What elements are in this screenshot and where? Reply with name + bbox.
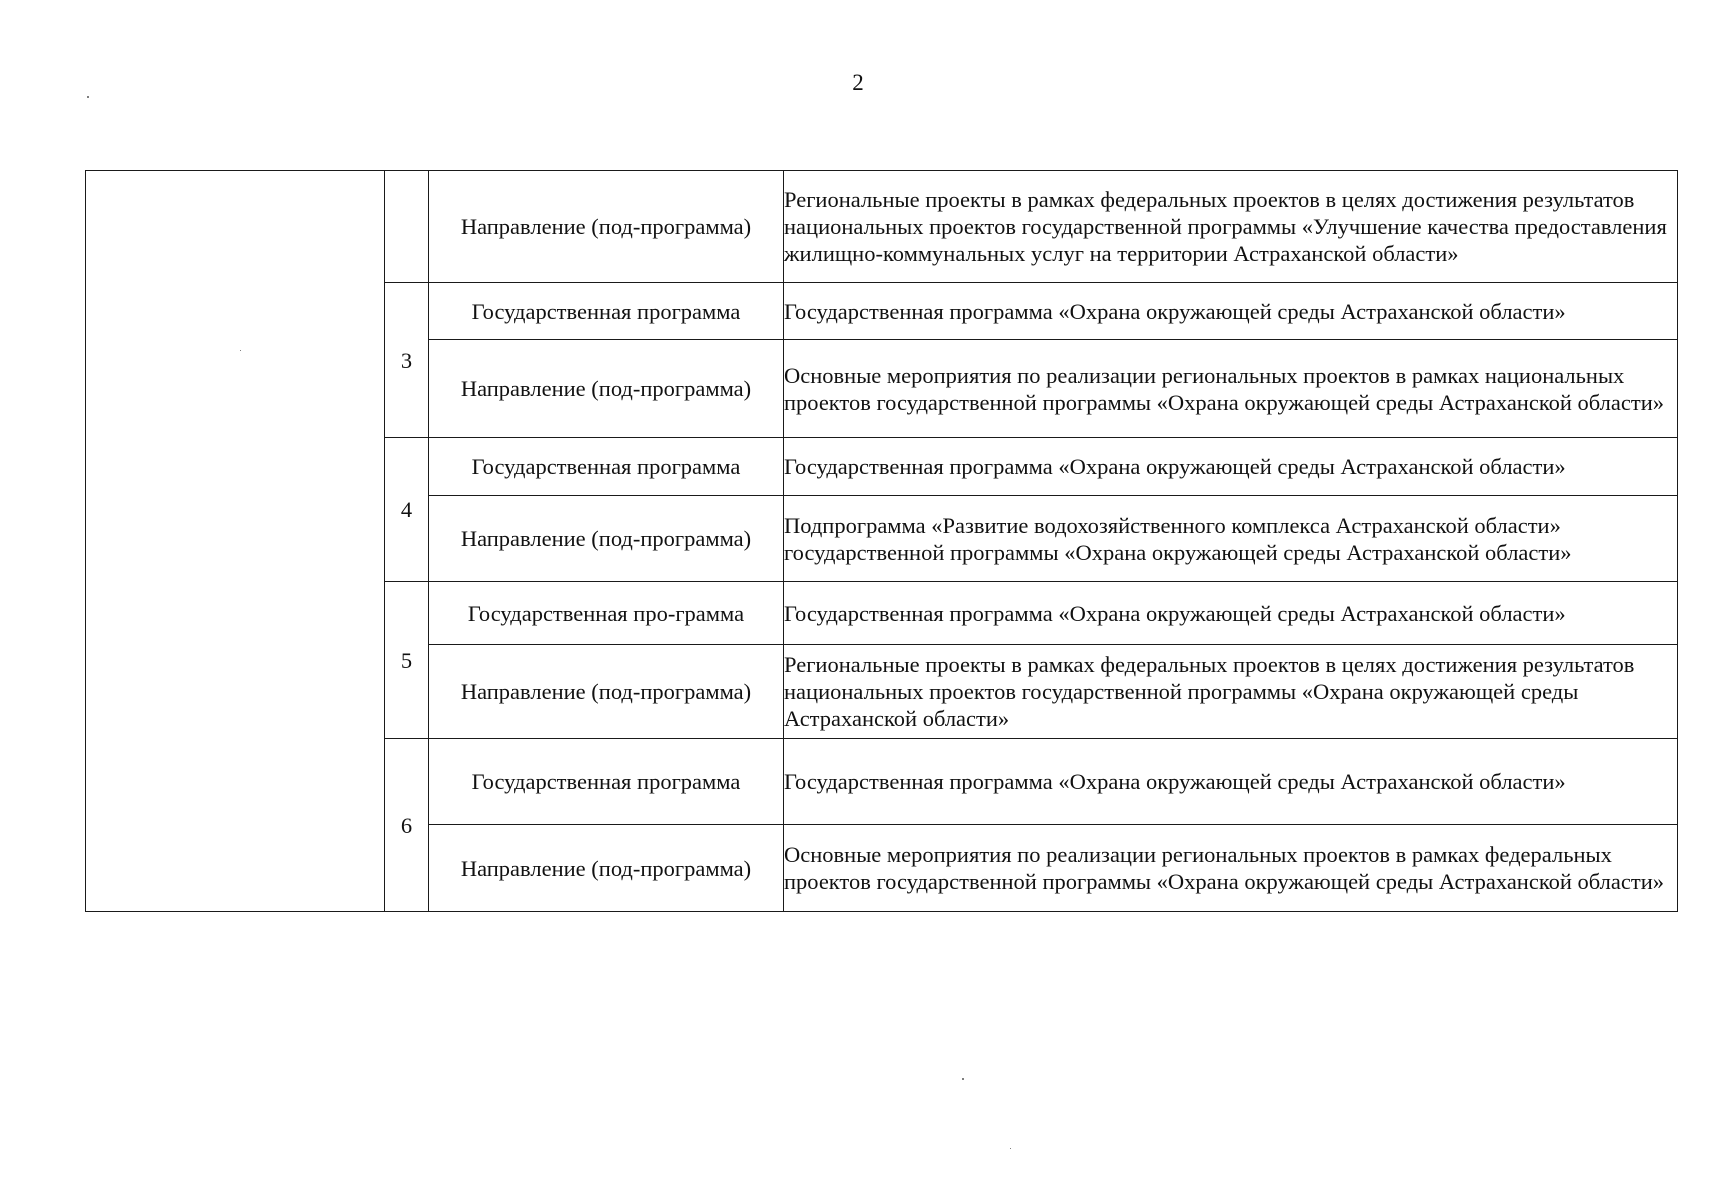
program-description-cell: Региональные проекты в рамках федеральных проектов в целях достижения результатов национальных проектов государственной программы «Улучшение качества предоставления жилищно-коммунальных услуг на территории Астраханской области» [784,171,1678,283]
scan-speck [87,96,89,98]
program-type-cell: Направление (под-программа) [429,340,784,438]
program-table [85,170,1678,912]
scan-speck [962,1078,964,1080]
program-description-cell: Государственная программа «Охрана окружающей среды Астраханской области» [784,283,1678,340]
page-number: 2 [852,70,864,95]
row-number-cell: 5 [385,582,429,739]
row-number-cell: 6 [385,739,429,912]
program-description-cell: Государственная программа «Охрана окружающей среды Астраханской области» [784,582,1678,645]
table-row [86,171,1678,283]
program-description-cell: Государственная программа «Охрана окружающей среды Астраханской области» [784,438,1678,496]
program-type-cell: Направление (под-программа) [429,496,784,582]
program-type-cell: Государственная программа [429,438,784,496]
program-description-cell: Основные мероприятия по реализации региональных проектов в рамках национальных проектов государственной программы «Охрана окружающей среды Астраханской области» [784,340,1678,438]
program-description-cell: Региональные проекты в рамках федеральных проектов в целях достижения результатов национальных проектов государственной программы «Охрана окружающей среды Астраханской области» [784,645,1678,739]
program-type-cell: Государственная про-грамма [429,582,784,645]
scan-speck [1010,1148,1011,1149]
row-number-cell: 4 [385,438,429,582]
scan-speck [240,350,241,351]
program-type-cell: Направление (под-программа) [429,171,784,283]
program-type-cell: Направление (под-программа) [429,825,784,912]
program-type-cell: Направление (под-программа) [429,645,784,739]
empty-left-cell [86,171,385,912]
row-number-cell [385,171,429,283]
program-type-cell: Государственная программа [429,283,784,340]
program-description-cell: Подпрограмма «Развитие водохозяйственного комплекса Астраханской области» государственной программы «Охрана окружающей среды Астраханской области» [784,496,1678,582]
row-number-cell: 3 [385,283,429,438]
program-type-cell: Государственная программа [429,739,784,825]
program-description-cell: Государственная программа «Охрана окружающей среды Астраханской области» [784,739,1678,825]
program-description-cell: Основные мероприятия по реализации региональных проектов в рамках федеральных проектов государственной программы «Охрана окружающей среды Астраханской области» [784,825,1678,912]
